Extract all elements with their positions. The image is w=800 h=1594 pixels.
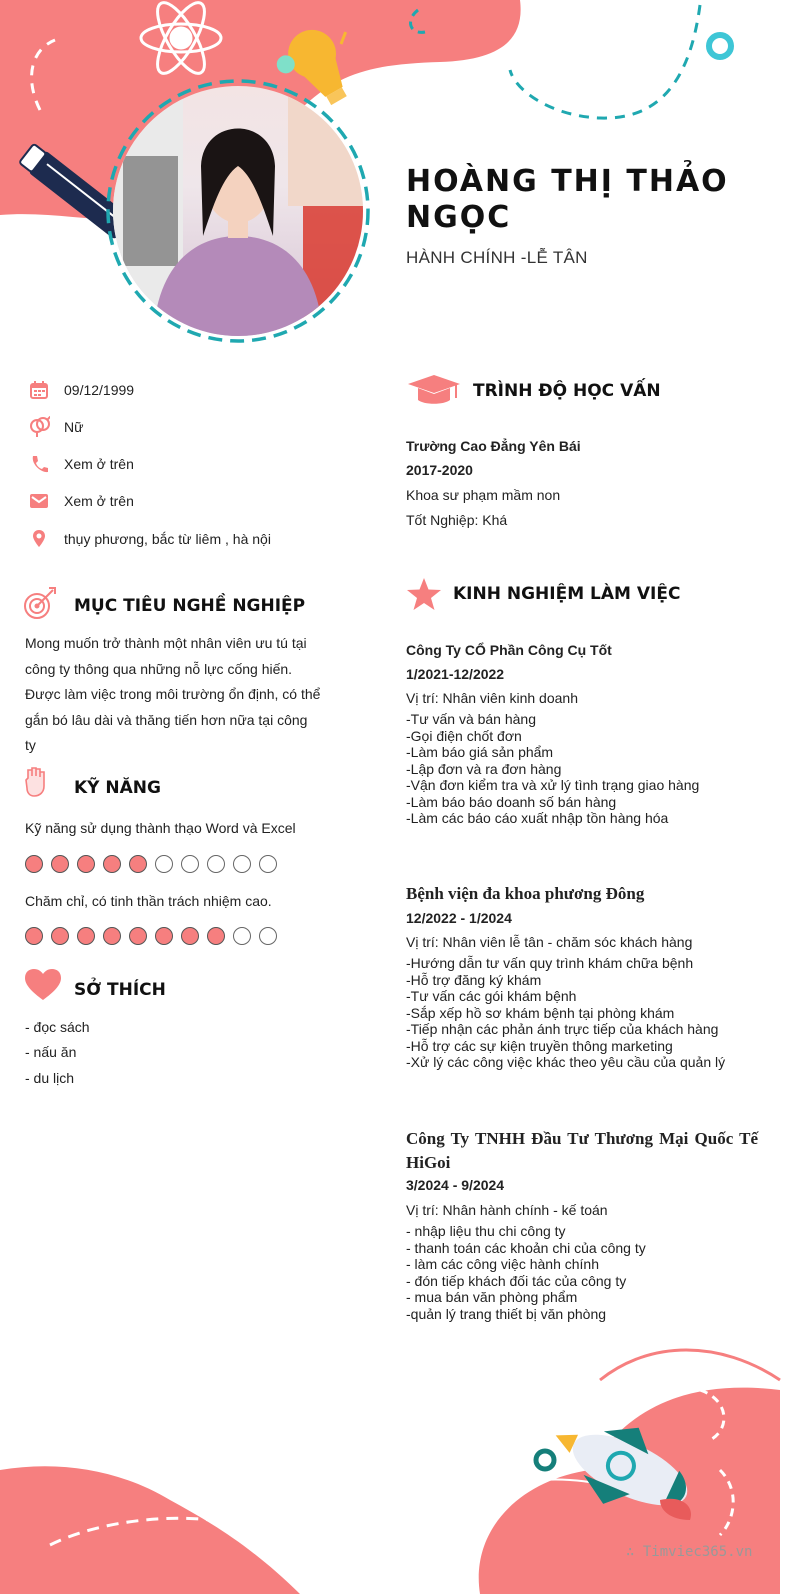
- job-duties: [406, 955, 725, 1071]
- rating-dot-filled: [25, 855, 43, 873]
- job-company: Bệnh viện đa khoa phương Đông: [406, 884, 645, 903]
- phone-value: Xem ở trên: [64, 456, 134, 472]
- duty-item: - làm các công việc hành chính: [406, 1256, 599, 1272]
- rating-dot-empty: [233, 927, 251, 945]
- rating-dot-filled: [51, 927, 69, 945]
- job-position: Vị trí: Nhân viên kinh doanh: [406, 690, 578, 706]
- skill-rating: [25, 927, 277, 945]
- job-period: 3/2024 - 9/2024: [406, 1177, 505, 1193]
- contact-birthdate: [28, 378, 135, 402]
- graduation-cap-icon: [406, 374, 462, 413]
- duty-item: -quản lý trang thiết bị văn phòng: [406, 1305, 607, 1322]
- gender-icon: [28, 416, 50, 438]
- rating-dot-filled: [129, 855, 147, 873]
- teal-dashed-curve: [510, 5, 700, 118]
- duty-item: -Tiếp nhận các phản ánh trực tiếp của khách hàng: [406, 1021, 719, 1037]
- rating-dot-filled: [103, 855, 121, 873]
- contact-gender: [28, 415, 84, 439]
- watermark: ∴ Timviec365.vn: [626, 1544, 753, 1560]
- education-title: TRÌNH ĐỘ HỌC VẤN: [473, 381, 661, 401]
- duty-item: - mua bán văn phòng phẩm: [406, 1289, 578, 1305]
- skill-name: Chăm chỉ, có tinh thần trách nhiệm cao.: [25, 893, 272, 909]
- duty-item: -Hỗ trợ các sự kiện truyền thông marketing: [406, 1037, 673, 1054]
- calendar-icon: [28, 379, 50, 401]
- school-name: Trường Cao Đẳng Yên Bái: [406, 438, 581, 454]
- duty-item: -Sắp xếp hồ sơ khám bệnh tại phòng khám: [406, 1004, 675, 1021]
- hobby-item: - đọc sách: [25, 1019, 90, 1035]
- rating-dot-empty: [207, 855, 225, 873]
- duty-item: - nhập liệu thu chi công ty: [406, 1223, 566, 1239]
- rating-dot-filled: [155, 927, 173, 945]
- job-company: Công Ty TNHH Đầu Tư Thương Mại Quốc Tế: [406, 1129, 758, 1148]
- duty-item: -Làm các báo cáo xuất nhập tồn hàng hóa: [406, 810, 669, 826]
- skill-rating: [25, 855, 277, 873]
- rating-dot-filled: [77, 855, 95, 873]
- email-value: Xem ở trên: [64, 493, 134, 509]
- phone-icon: [28, 453, 50, 475]
- rating-dot-filled: [51, 855, 69, 873]
- duty-item: -Làm báo báo doanh số bán hàng: [406, 793, 617, 810]
- duty-item: - thanh toán các khoản chi của công ty: [406, 1239, 646, 1256]
- job-position: Vị trí: Nhân viên lễ tân - chăm sóc khách hàng: [406, 934, 693, 950]
- objective-title: MỤC TIÊU NGHỀ NGHIỆP: [74, 596, 306, 616]
- objective-line: ty: [25, 737, 36, 753]
- duty-item: - đón tiếp khách đối tác của công ty: [406, 1272, 627, 1289]
- duty-item: -Làm báo giá sản phẩm: [406, 744, 554, 760]
- contact-email: [28, 489, 134, 513]
- rating-dot-filled: [129, 927, 147, 945]
- objective-line: Mong muốn trở thành một nhân viên ưu tú tại: [25, 635, 307, 651]
- rating-dot-filled: [25, 927, 43, 945]
- contact-address: [28, 527, 271, 551]
- rating-dot-filled: [207, 927, 225, 945]
- hobby-item: - du lịch: [25, 1070, 75, 1086]
- rating-dot-empty: [259, 855, 277, 873]
- rating-dot-filled: [77, 927, 95, 945]
- hobbies-title: SỞ THÍCH: [74, 980, 166, 1000]
- email-icon: [28, 490, 50, 512]
- job-title: HÀNH CHÍNH -LỄ TÂN: [406, 248, 588, 267]
- rating-dot-empty: [155, 855, 173, 873]
- rating-dot-filled: [103, 927, 121, 945]
- name-line-1: HOÀNG THỊ THẢO: [406, 164, 729, 199]
- job-company-continued: HiGoi: [406, 1153, 451, 1172]
- duty-item: -Xử lý các công việc khác theo yêu cầu của quản lý: [406, 1054, 726, 1070]
- duty-item: -Hướng dẫn tư vấn quy trình khám chữa bệnh: [406, 955, 694, 971]
- education-period: 2017-2020: [406, 462, 473, 478]
- gender-value: Nữ: [64, 419, 84, 435]
- name-line-2: NGỌC: [406, 200, 512, 235]
- duty-item: -Hỗ trợ đăng ký khám: [406, 971, 542, 988]
- objective-line: công ty thông qua những nỗ lực cống hiến.: [25, 660, 293, 677]
- skills-title: KỸ NĂNG: [74, 778, 161, 798]
- rating-dot-empty: [181, 855, 199, 873]
- duty-item: -Tư vấn và bán hàng: [406, 711, 537, 727]
- rating-dot-empty: [233, 855, 251, 873]
- address-value: thụy phương, bắc từ liêm , hà nội: [64, 531, 271, 547]
- location-icon: [28, 528, 50, 550]
- objective-line: Được làm việc trong môi trường ổn định, có thể: [25, 686, 321, 702]
- teal-ring: [709, 35, 731, 57]
- birthdate-value: 09/12/1999: [64, 382, 135, 398]
- hand-icon: [24, 766, 48, 803]
- job-position: Vị trí: Nhân hành chính - kế toán: [406, 1202, 608, 1218]
- duty-item: -Lập đơn và ra đơn hàng: [406, 760, 562, 777]
- rating-dot-empty: [259, 927, 277, 945]
- job-duties: [406, 1223, 646, 1322]
- job-period: 1/2021-12/2022: [406, 666, 505, 682]
- contact-phone: [28, 452, 134, 476]
- job-period: 12/2022 - 1/2024: [406, 910, 512, 926]
- education-major: Khoa sư phạm mầm non: [406, 487, 561, 503]
- heart-icon: [24, 968, 62, 1007]
- objective-line: gắn bó lâu dài và thăng tiến hơn nữa tại công: [25, 711, 308, 728]
- skill-name: Kỹ năng sử dụng thành thạo Word và Excel: [25, 820, 296, 836]
- bottom-left-blob: [0, 1466, 300, 1594]
- duty-item: -Gọi điện chốt đơn: [406, 727, 522, 744]
- job-company: Công Ty CỔ Phần Công Cụ Tốt: [406, 642, 612, 658]
- rating-dot-filled: [181, 927, 199, 945]
- target-icon: [23, 586, 57, 625]
- objective-text: [25, 631, 325, 759]
- candidate-name: [406, 164, 766, 236]
- job-duties: [406, 711, 699, 827]
- star-icon: [406, 577, 442, 616]
- education-grade: Tốt Nghiệp: Khá: [406, 512, 508, 528]
- duty-item: -Vận đơn kiểm tra và xử lý tình trạng giao hàng: [406, 777, 700, 793]
- avatar: [113, 86, 363, 336]
- hobby-item: - nấu ăn: [25, 1044, 77, 1060]
- experience-title: KINH NGHIỆM LÀM VIỆC: [453, 584, 681, 604]
- duty-item: -Tư vấn các gói khám bệnh: [406, 988, 577, 1004]
